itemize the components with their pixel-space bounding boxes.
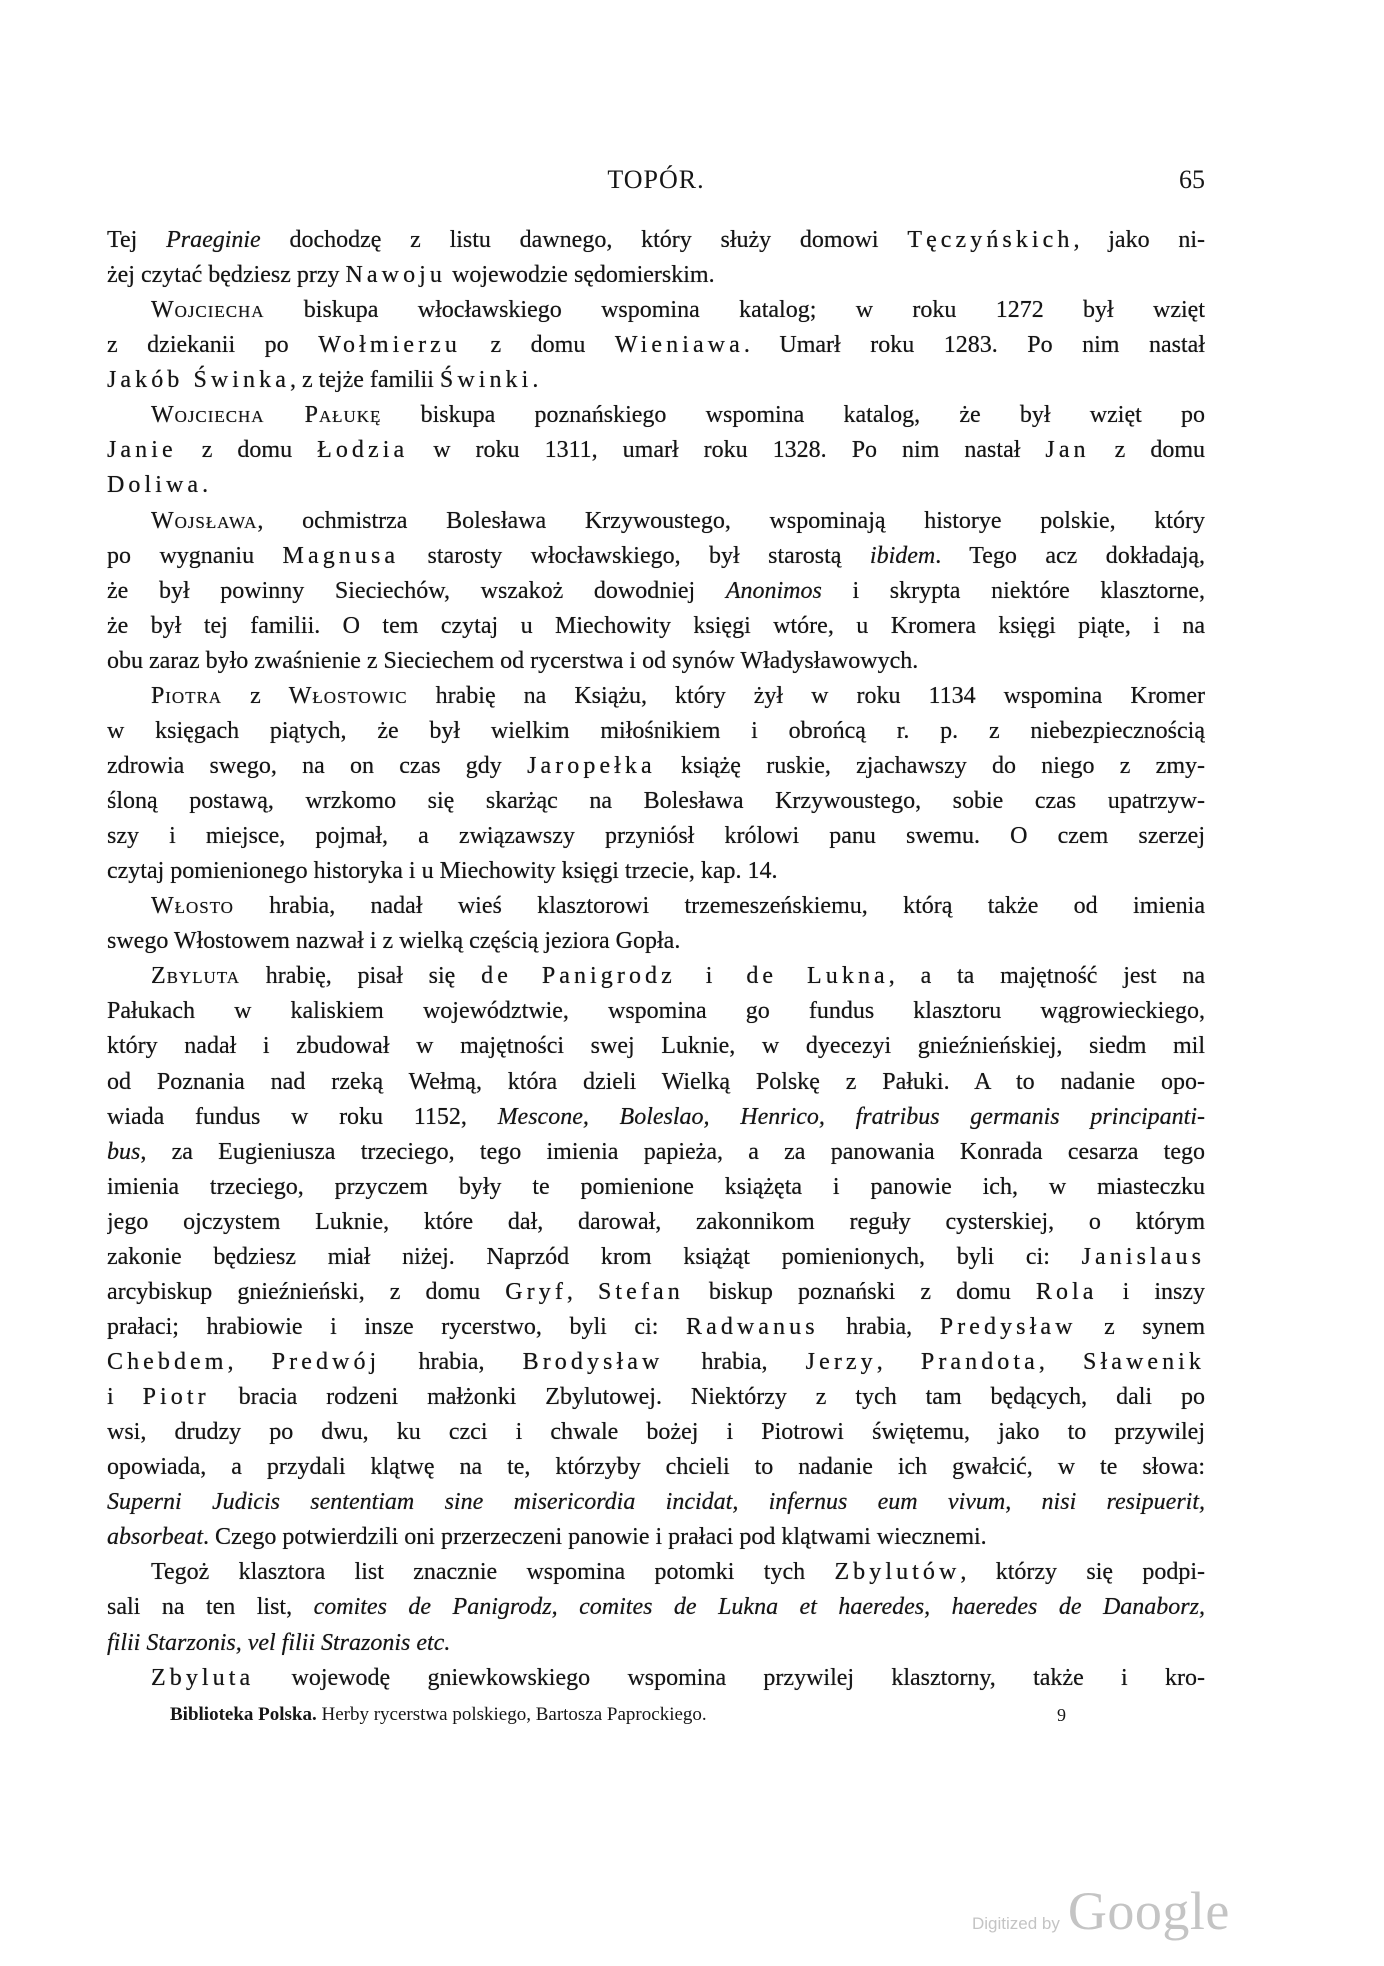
text-line <box>107 1065 1205 1100</box>
text-line <box>107 363 1205 398</box>
text-run: że był tej familii. O tem czytaj u Miechowity księgi wtóre, u Kromera księgi piąte, i na <box>107 612 1205 639</box>
spaced-name: Stefan <box>598 1278 684 1305</box>
page-number: 65 <box>1179 165 1205 194</box>
text-run: hrabia, <box>380 1349 523 1375</box>
footer-series: Biblioteka Polska. <box>170 1704 317 1725</box>
text-line <box>107 1240 1205 1275</box>
spaced-name: Prandota <box>920 1349 1039 1375</box>
italic-text: Praeginie <box>166 227 261 253</box>
text-line <box>107 994 1205 1029</box>
small-caps-name: Zbyluta <box>151 963 240 990</box>
italic-text: comites de Panigrodz, comites de Lukna et haeredes, haeredes de Danaborz, <box>313 1594 1205 1621</box>
text-run: który nadał i zbudował w majętności swej Luknie, w dyecezyi gnieźnieńskiej, siedm mil <box>107 1033 1205 1060</box>
text-run: od Poznania nad rzeką Wełmą, która dzieli Wielką Polskę z Pałuki. A to nadanie opo- <box>107 1068 1205 1095</box>
text-line <box>107 328 1205 363</box>
text-run: książę ruskie, zjachawszy do niego z zmy- <box>655 752 1205 779</box>
italic-text: Superni Judicis sententiam sine misericordia incidat, infernus eum vivum, nisi resipuerit, <box>107 1489 1205 1516</box>
text-run: hrabia, <box>663 1349 806 1375</box>
text-run: swego Włostowem nazwał i z wielką częścią jeziora Gopła. <box>107 928 681 955</box>
spaced-name: Magnusa <box>282 542 400 569</box>
text-run: sali na ten list, <box>107 1594 314 1621</box>
text-run: hrabię na Książu, który żył w roku 1134 wspomina Kromer <box>407 682 1205 709</box>
text-run: i skrypta niektóre klasztorne, <box>821 577 1205 604</box>
signature-mark: 9 <box>1057 1705 1066 1725</box>
spaced-name: Jan <box>1045 437 1090 464</box>
text-line <box>107 293 1205 328</box>
paragraph <box>107 293 1205 398</box>
spaced-name: Jakób Świnka <box>107 367 290 394</box>
paragraph <box>107 1661 1205 1696</box>
text-line <box>107 258 1205 293</box>
paragraph <box>107 398 1205 503</box>
spaced-name: Świnki <box>439 367 533 394</box>
text-run: w roku 1311, umarł roku 1328. Po nim nastał <box>408 437 1046 464</box>
text-line <box>107 819 1205 854</box>
text-run: starosty włocławskiego, był starostą <box>399 542 870 569</box>
text-line <box>107 959 1205 994</box>
text-run: hrabia, nadał wieś klasztorowi trzemeszeńskiemu, którą także od imienia <box>233 893 1205 920</box>
italic-text: Mescone, Boleslao, Henrico, fratribus germanis principanti- <box>497 1103 1205 1130</box>
text-line <box>107 468 1205 503</box>
text-run: że był powinny Sieciechów, wszakoż dowodniej <box>107 577 726 604</box>
text-run: prałaci; hrabiowie i insze rycerstwo, byli ci: <box>107 1313 686 1340</box>
spaced-name: Brodysław <box>522 1349 664 1375</box>
text-run: czytaj pomienionego historyka i u Miechowity księgi trzecie, kap. 14. <box>107 858 778 885</box>
spaced-name: Jaropełka <box>527 752 656 779</box>
text-line <box>107 1590 1205 1625</box>
text-run: , za Eugieniusza trzeciego, tego imienia papieża, a za panowania Konrada cesarza tego <box>140 1138 1205 1165</box>
paragraph <box>107 959 1205 1555</box>
text-line <box>107 1345 1205 1380</box>
paragraph <box>107 679 1205 889</box>
spaced-name: Nawoju <box>345 262 446 289</box>
text-line <box>107 539 1205 574</box>
footer-work: Herby rycerstwa polskiego, Bartosza Paprockiego. <box>321 1704 707 1725</box>
text-line <box>107 1029 1205 1064</box>
italic-text: Anonimos <box>725 577 822 604</box>
text-run: hrabia, <box>818 1313 940 1340</box>
italic-text: absorbeat <box>107 1524 203 1551</box>
text-line <box>107 714 1205 749</box>
text-line <box>107 749 1205 784</box>
spaced-name: Jerzy <box>805 1349 877 1375</box>
spaced-name: Rola <box>1035 1278 1098 1305</box>
text-line <box>107 924 1205 959</box>
text-run: , <box>566 1278 598 1305</box>
text-run: arcybiskup gnieźnieński, z domu <box>107 1278 506 1305</box>
text-run: . <box>202 472 209 499</box>
text-line <box>107 504 1205 539</box>
spaced-name: Predwój <box>271 1349 381 1375</box>
text-run: jego ojczystem Luknie, które dał, darował, zakonnikom reguły cysterskiej, o którym <box>107 1208 1205 1235</box>
text-run: wsi, drudzy po dwu, ku czci i chwale bożej i Piotrowi świętemu, jako to przywilej <box>107 1419 1205 1446</box>
text-run: z dziekanii po <box>107 332 319 359</box>
spaced-name: de Panigrodz i de Lukna <box>481 963 889 990</box>
text-line <box>107 1555 1205 1590</box>
text-run: po wygnaniu <box>107 542 283 569</box>
paragraph <box>107 889 1205 959</box>
text-run: zakonie będziesz miał niżej. Naprzód krom książąt pomienionych, byli ci: <box>107 1243 1082 1270</box>
text-line <box>107 609 1205 644</box>
text-line <box>107 398 1205 433</box>
spaced-name: Janislaus <box>1081 1243 1205 1270</box>
spaced-name: Janie <box>107 437 177 464</box>
watermark-prefix: Digitized by <box>972 1914 1060 1933</box>
text-run: . Umarł roku 1283. Po nim nastał <box>743 332 1205 359</box>
text-line <box>107 1520 1205 1555</box>
text-run: dochodzę z listu dawnego, który służy domowi <box>260 227 908 253</box>
text-run: z <box>222 682 289 709</box>
page-footer <box>170 1702 1170 1728</box>
spaced-name: Wołmierzu <box>318 332 461 359</box>
spaced-name: Wieniawa <box>614 332 744 359</box>
text-run: Tegoż klasztora list znacznie wspomina potomki tych <box>151 1559 835 1586</box>
spaced-name: Piotr <box>142 1384 210 1411</box>
text-line <box>107 644 1205 679</box>
spaced-name: Doliwa <box>107 472 203 499</box>
text-run: . Czego potwierdzili oni przerzeczeni panowie i prałaci pod klątwami wiecznemi. <box>203 1524 987 1551</box>
text-run: . <box>532 367 539 394</box>
text-line <box>107 1135 1205 1170</box>
paragraph <box>107 504 1205 679</box>
text-run: , z tejże familii <box>289 367 440 394</box>
italic-text: filii Starzonis, vel filii Strazonis etc. <box>107 1629 451 1656</box>
small-caps-name: Włostowic <box>288 682 408 709</box>
text-line <box>107 1100 1205 1135</box>
text-run: z domu <box>176 437 318 464</box>
text-run: i inszy <box>1097 1278 1205 1305</box>
small-caps-name: Wojciecha <box>151 297 265 324</box>
text-line <box>107 1380 1205 1415</box>
small-caps-name: Piotra <box>151 682 223 709</box>
text-line <box>107 223 1205 258</box>
running-title: TOPÓR. <box>607 165 705 194</box>
text-run: i <box>107 1384 143 1411</box>
text-run: w księgach piątych, że był wielkim miłośnikiem i obrońcą r. p. z niebezpiecznością <box>107 717 1205 744</box>
text-line <box>107 1415 1205 1450</box>
text-run: , <box>1038 1349 1084 1375</box>
paragraph <box>107 223 1205 293</box>
text-run: hrabię, pisał się <box>239 963 482 990</box>
small-caps-name: Wojciecha Pałukę <box>151 402 382 429</box>
text-run: biskup poznański z domu <box>683 1278 1036 1305</box>
paragraph <box>107 1555 1205 1660</box>
small-caps-name: Wojsława <box>151 507 258 534</box>
text-line <box>107 1626 1205 1661</box>
text-run: , jako ni- <box>1073 227 1205 253</box>
text-run: wiada fundus w roku 1152, <box>107 1103 498 1130</box>
text-line <box>107 574 1205 609</box>
text-run: Tej <box>107 227 167 253</box>
text-run: , ochmistrza Bolesława Krzywoustego, wspominają historye polskie, który <box>257 507 1205 534</box>
text-line <box>107 1205 1205 1240</box>
small-caps-name: Włosto <box>151 893 234 920</box>
italic-text: ibidem <box>869 542 936 569</box>
spaced-name: Tęczyńskich <box>907 227 1074 253</box>
text-line <box>107 679 1205 714</box>
italic-text: bus <box>107 1138 141 1165</box>
spaced-name: Gryf <box>505 1278 567 1305</box>
page-header <box>107 163 1205 197</box>
text-run: śloną postawą, wrzkomo się skarżąc na Bolesława Krzywoustego, sobie czas upatrzyw- <box>107 788 1205 814</box>
text-line <box>107 784 1205 819</box>
text-run: obu zaraz było zwaśnienie z Sieciechem od rycerstwa i od synów Władysławowych. <box>107 647 919 674</box>
text-line <box>107 433 1205 468</box>
text-line <box>107 854 1205 889</box>
text-run: , a ta majętność jest na <box>888 963 1205 990</box>
text-run: wojewodę gniewkowskiego wspomina przywilej klasztorny, także i kro- <box>254 1664 1205 1691</box>
text-line <box>107 1310 1205 1345</box>
text-run: bracia rodzeni małżonki Zbylutowej. Niektórzy z tych tam będących, dali po <box>209 1384 1205 1411</box>
spaced-name: Zbyluta <box>151 1664 255 1691</box>
spaced-name: Predysław <box>939 1313 1077 1340</box>
text-run: , którzy się podpi- <box>960 1559 1205 1586</box>
text-run: imienia trzeciego, przyczem były te pomienione książęta i panowie ich, w miasteczku <box>107 1173 1205 1200</box>
text-run: Pałukach w kaliskiem województwie, wspomina go fundus klasztoru wągrowieckiego, <box>107 998 1205 1025</box>
text-run: , <box>876 1349 921 1375</box>
digitization-watermark <box>972 1880 1230 1942</box>
text-run: , <box>227 1349 272 1375</box>
text-run: z synem <box>1076 1313 1205 1340</box>
spaced-name: Sławenik <box>1083 1349 1205 1375</box>
text-run: z domu <box>1089 437 1205 464</box>
spaced-name: Radwanus <box>686 1313 819 1340</box>
text-run: z domu <box>460 332 615 359</box>
spaced-name: Zbylutów <box>834 1559 961 1586</box>
spaced-name: Chebdem <box>107 1349 228 1375</box>
watermark-brand-logo: Google <box>1067 1881 1230 1941</box>
text-line <box>107 889 1205 924</box>
text-run: żej czytać będziesz przy <box>107 262 346 289</box>
text-block <box>107 223 1205 1696</box>
text-line <box>107 1450 1205 1485</box>
text-line <box>107 1275 1205 1310</box>
text-run: zdrowia swego, na on czas gdy <box>107 752 528 779</box>
text-line <box>107 1485 1205 1520</box>
text-run: biskupa włocławskiego wspomina katalog; w roku 1272 był wzięt <box>264 297 1205 324</box>
text-run: szy i miejsce, pojmał, a związawszy przyniósł królowi panu swemu. O czem szerzej <box>107 823 1205 850</box>
text-line <box>107 1661 1205 1696</box>
text-run: wojewodzie sędomierskim. <box>445 262 715 289</box>
text-run: opowiada, a przydali klątwę na te, którzyby chcieli to nadanie ich gwałcić, w te słowa: <box>107 1454 1205 1481</box>
text-run: . Tego acz dokładają, <box>935 542 1205 569</box>
spaced-name: Łodzia <box>317 437 409 464</box>
text-line <box>107 1170 1205 1205</box>
text-run: biskupa poznańskiego wspomina katalog, że był wzięt po <box>381 402 1205 429</box>
